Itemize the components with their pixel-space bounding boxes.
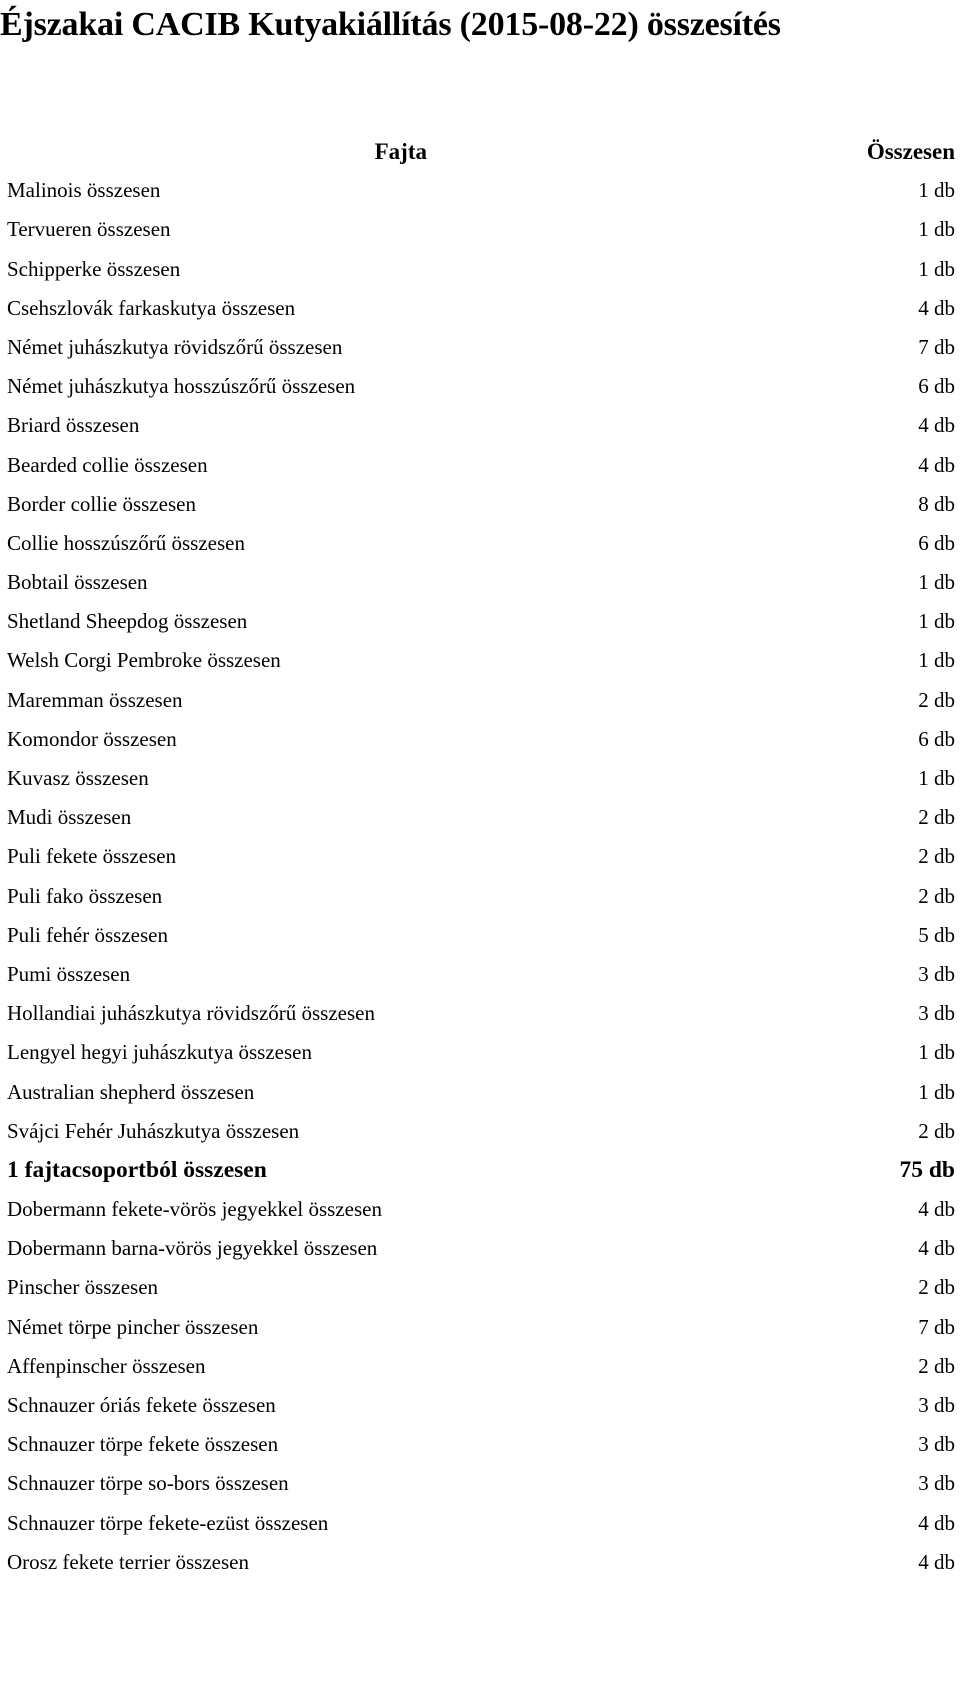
breed-name: Komondor összesen <box>7 726 177 751</box>
table-row <box>0 1308 960 1347</box>
table-row <box>0 250 960 289</box>
table-row <box>0 367 960 406</box>
breed-name: Australian shepherd összesen <box>7 1079 255 1104</box>
table-row <box>0 1268 960 1307</box>
breed-count: 3 db <box>918 1471 955 1496</box>
breed-name: Pinscher összesen <box>7 1275 159 1300</box>
breed-count: 4 db <box>918 1236 955 1261</box>
breed-count: 1 db <box>918 766 955 790</box>
breed-name: Shetland Sheepdog összesen <box>7 609 248 634</box>
table-row <box>0 916 960 955</box>
breed-count: 6 db <box>918 374 955 399</box>
breed-name: Dobermann barna-vörös jegyekkel összesen <box>7 1236 378 1261</box>
breed-name: Schipperke összesen <box>7 256 181 281</box>
table-row <box>0 994 960 1033</box>
breed-count: 2 db <box>918 844 955 869</box>
table-row <box>0 1543 960 1582</box>
breed-count: 6 db <box>918 726 955 751</box>
table-row <box>0 1190 960 1229</box>
table-row <box>0 1112 960 1151</box>
table-row <box>0 641 960 680</box>
breed-count: 4 db <box>918 1510 955 1535</box>
breed-name: Hollandiai juhászkutya rövidszőrű összesen <box>7 1001 375 1026</box>
breed-name: Schnauzer óriás fekete összesen <box>7 1393 276 1417</box>
breed-count: 3 db <box>918 1393 955 1417</box>
breed-name: Border collie összesen <box>7 491 196 516</box>
breed-name: Mudi összesen <box>7 805 132 830</box>
summary-table <box>0 132 960 1582</box>
breed-count: 7 db <box>918 1314 955 1339</box>
table-row <box>0 210 960 249</box>
table-row <box>0 1033 960 1072</box>
breed-count: 7 db <box>918 334 955 359</box>
table-row <box>0 1229 960 1268</box>
table-row <box>0 955 960 994</box>
table-row <box>0 171 960 210</box>
breed-count: 1 db <box>918 256 955 281</box>
breed-name: Német juhászkutya rövidszőrű összesen <box>7 334 343 359</box>
breed-name: Briard összesen <box>7 413 140 438</box>
table-row <box>0 720 960 759</box>
table-row <box>0 1386 960 1425</box>
page-title: Éjszakai CACIB Kutyakiállítás (2015-08-22) összesítés <box>0 6 781 43</box>
breed-name: Dobermann fekete-vörös jegyekkel összesen <box>7 1197 382 1222</box>
breed-name: Schnauzer törpe fekete összesen <box>7 1432 279 1457</box>
breed-count: 1 db <box>918 1079 955 1104</box>
table-row <box>0 759 960 798</box>
breed-count: 2 db <box>918 1118 955 1143</box>
breed-count: 4 db <box>918 295 955 320</box>
table-row <box>0 485 960 524</box>
breed-count: 4 db <box>918 1549 955 1574</box>
breed-name: Collie hosszúszőrű összesen <box>7 530 245 555</box>
breed-name: Maremman összesen <box>7 687 183 712</box>
breed-name: Welsh Corgi Pembroke összesen <box>7 648 281 673</box>
breed-count: 6 db <box>918 530 955 555</box>
table-row <box>0 877 960 916</box>
table-header-row <box>0 132 960 171</box>
breed-count: 2 db <box>918 1353 955 1378</box>
table-row <box>0 406 960 445</box>
table-row <box>0 837 960 876</box>
breed-name: Puli fako összesen <box>7 883 163 908</box>
group-total-row <box>0 1151 960 1190</box>
breed-name: Malinois összesen <box>7 178 161 203</box>
breed-name: Puli fekete összesen <box>7 844 177 869</box>
breed-name: Lengyel hegyi juhászkutya összesen <box>7 1040 312 1065</box>
breed-count: 3 db <box>918 1432 955 1457</box>
breed-name: Affenpinscher összesen <box>7 1353 206 1378</box>
table-row <box>0 524 960 563</box>
breed-name: Bobtail összesen <box>7 570 148 595</box>
breed-name: Csehszlovák farkaskutya összesen <box>7 295 296 320</box>
breed-count: 8 db <box>918 491 955 516</box>
table-row <box>0 1464 960 1503</box>
breed-count: 3 db <box>918 961 955 986</box>
breed-count: 3 db <box>918 1001 955 1026</box>
table-row <box>0 1504 960 1543</box>
breed-count: 1 db <box>918 217 955 242</box>
table-row <box>0 602 960 641</box>
breed-count: 1 db <box>918 178 955 203</box>
group-total-label: 1 fajtacsoportból összesen <box>7 1156 267 1183</box>
table-body <box>0 171 960 1582</box>
column-header-breed: Fajta <box>374 139 427 164</box>
breed-count: 1 db <box>918 1040 955 1065</box>
table-row <box>0 289 960 328</box>
table-row <box>0 798 960 837</box>
breed-count: 4 db <box>918 1197 955 1222</box>
table-row <box>0 1347 960 1386</box>
breed-name: Tervueren összesen <box>7 217 171 242</box>
breed-name: Pumi összesen <box>7 961 131 986</box>
table-row <box>0 328 960 367</box>
breed-name: Svájci Fehér Juhászkutya összesen <box>7 1118 300 1143</box>
table-row <box>0 446 960 485</box>
breed-name: Puli fehér összesen <box>7 922 168 947</box>
breed-count: 2 db <box>918 687 955 712</box>
breed-count: 1 db <box>918 570 955 595</box>
breed-name: Schnauzer törpe so-bors összesen <box>7 1471 289 1496</box>
breed-count: 2 db <box>918 1275 955 1300</box>
breed-name: Német juhászkutya hosszúszőrű összesen <box>7 374 356 399</box>
breed-count: 4 db <box>918 452 955 477</box>
breed-name: Orosz fekete terrier összesen <box>7 1549 249 1574</box>
table-row <box>0 1425 960 1464</box>
table-row <box>0 563 960 602</box>
breed-count: 2 db <box>918 883 955 908</box>
breed-name: Schnauzer törpe fekete-ezüst összesen <box>7 1510 329 1535</box>
table-row <box>0 1073 960 1112</box>
breed-count: 4 db <box>918 413 955 438</box>
column-header-total: Összesen <box>866 139 955 164</box>
breed-name: Bearded collie összesen <box>7 452 208 477</box>
breed-name: Kuvasz összesen <box>7 766 149 790</box>
breed-name: Német törpe pincher összesen <box>7 1314 259 1339</box>
breed-count: 1 db <box>918 609 955 634</box>
breed-count: 2 db <box>918 805 955 830</box>
breed-count: 1 db <box>918 648 955 673</box>
group-total-count: 75 db <box>899 1156 955 1183</box>
table-row <box>0 681 960 720</box>
breed-count: 5 db <box>918 922 955 947</box>
